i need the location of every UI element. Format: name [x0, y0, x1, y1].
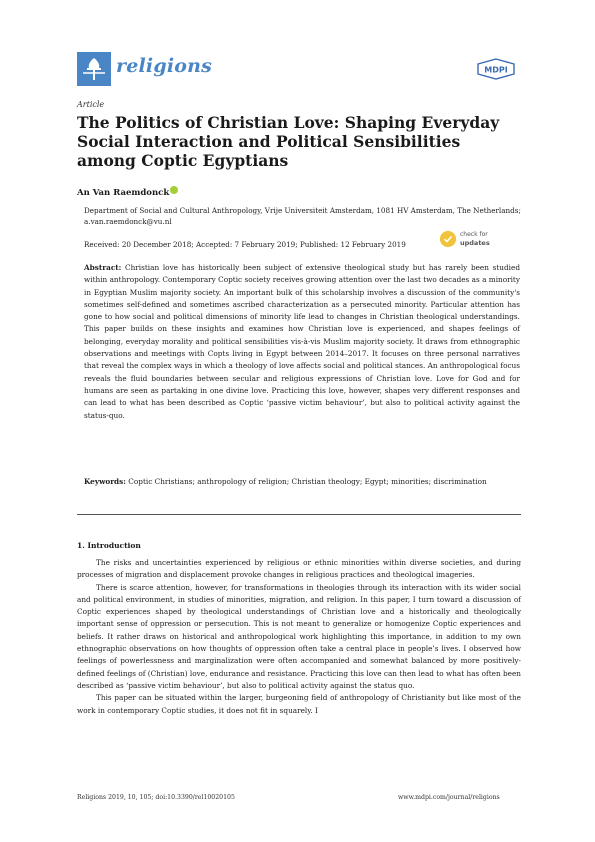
keywords-text: Coptic Christians; anthropology of religion; Christian theology; Egypt; minorities; discrimination: [128, 477, 487, 486]
body-paragraph: The risks and uncertainties experienced by religious or ethnic minorities within diverse societies, and during processes of migration and displacement provoke changes in religious practices and theological imageries.: [77, 558, 521, 580]
affiliation: Department of Social and Cultural Anthropology, Vrije Universiteit Amsterdam, 1081 HV Amsterdam, The Netherlands; a.van.raemdonck@vu.nl: [84, 206, 521, 226]
body-paragraph: This paper can be situated within the larger, burgeoning field of anthropology of Christianity but like most of the work in contemporary Coptic studies, it does not fit in squarely. I: [77, 693, 521, 715]
check-updates-icon: [440, 231, 456, 247]
publication-dates: Received: 20 December 2018; Accepted: 7 February 2019; Published: 12 February 2019: [84, 240, 406, 249]
mdpi-logo-icon: [474, 58, 518, 80]
check-updates-line2: updates: [460, 239, 490, 247]
article-title: The Politics of Christian Love: Shaping Everyday Social Interaction and Political Sensibilities among Coptic Egyptians: [77, 113, 500, 170]
journal-name: religions: [116, 55, 213, 77]
abstract-text: Christian love has historically been subject of extensive theological study but has rarely been studied within anthropology. Contemporary Coptic society receives growing attention over the last two decades as a minority in Egyptian Muslim majority society. An important bulk of this scholarship involves a discussion of the community's sometimes self-defined and sometimes ascribed characterization as a persecuted minority. Particular attention has gone to how social and political dimensions of minority life lead to changes in Christian theological understandings. This paper builds on these insights and examines how Christian love is experienced, and shapes feelings of belonging, everyday morality and political sensibilities vis-à-vis Muslim majority society. It draws from ethnographic observations and meetings with Copts living in Egypt between 2014–2017. It focuses on three personal narratives that reveal the complex ways in which a theology of love affects social and political stances. An anthropological focus reveals the fluid boundaries between secular and religious expressions of Christian love. Love for God and for humans are seen as partaking in one divine love. Practicing this love, however, shapes very different responses and can lead to what has been described as Coptic ‘passive victim behaviour’, but also to political activity against the status-quo.: [84, 263, 520, 420]
check-updates-line1: check for: [460, 231, 488, 238]
footer-url[interactable]: www.mdpi.com/journal/religions: [398, 794, 500, 801]
religions-journal-icon: [77, 52, 111, 86]
check-for-updates-badge[interactable]: [440, 229, 526, 251]
section-heading: 1. Introduction: [77, 541, 141, 550]
orcid-icon[interactable]: [170, 186, 178, 194]
mdpi-logo-text: MDPI: [484, 65, 508, 75]
article-type: Article: [77, 100, 105, 109]
section-body: [77, 557, 521, 717]
footer-citation: Religions 2019, 10, 105; doi:10.3390/rel10020105: [77, 794, 235, 801]
abstract: [84, 262, 520, 422]
abstract-label: Abstract:: [84, 263, 122, 272]
keywords: [84, 476, 520, 488]
section-divider: [77, 514, 521, 515]
keywords-label: Keywords:: [84, 477, 126, 486]
author-name: An Van Raemdonck: [77, 188, 170, 198]
body-paragraph: There is scarce attention, however, for transformations in theologies through its interaction with its wider social and political environment, in studies of minorities, migration, and religion. In this paper, I turn toward a discussion of Coptic experiences shaped by theological understandings of Christian love and a historically and theologically important sense of oppression or persecution. This is not meant to generalize or homogenize Coptic experiences and beliefs. It rather draws on historical and anthropological work highlighting this importance, in addition to my own ethnographic observations on how thoughts of oppression often take a central place in people’s lives. I observed how feelings of powerlessness and marginalization were often accompanied and somewhat balanced by more positively-defined feelings of (Christian) love, endurance and resistance. Practicing this love can then lead to what has often been described as ‘passive victim behaviour’, but also to political activity against the status quo.: [77, 582, 521, 690]
author-line: [77, 186, 178, 198]
